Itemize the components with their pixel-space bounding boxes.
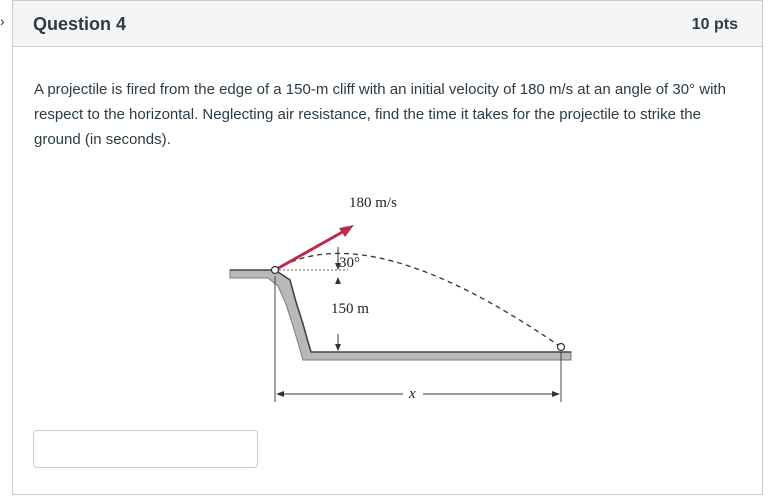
answer-input[interactable] bbox=[33, 430, 258, 468]
angle-label: 30° bbox=[339, 255, 360, 271]
landing-point bbox=[558, 344, 565, 351]
projectile-diagram bbox=[228, 184, 588, 409]
velocity-arrow bbox=[275, 230, 346, 270]
question-title: Question 4 bbox=[33, 14, 127, 34]
height-arrow-bottom bbox=[335, 344, 341, 351]
question-points: 10 pts bbox=[691, 16, 738, 33]
cliff-ground bbox=[230, 270, 571, 360]
launch-point bbox=[272, 267, 279, 274]
question-text: A projectile is fired from the edge of a 150-m cliff with an initial velocity of 180 m/s at an angle of 30° with respect to the horizontal. Neglecting air resistance, find the time it takes for the projectile to strike the ground (in seconds). bbox=[34, 81, 726, 148]
question-header bbox=[13, 1, 762, 47]
distance-arrow-right bbox=[552, 391, 560, 397]
height-arrow-down-top bbox=[335, 277, 341, 284]
distance-label: x bbox=[409, 386, 416, 402]
chevron-right-icon[interactable]: › bbox=[0, 13, 5, 29]
velocity-arrowhead bbox=[339, 225, 354, 237]
question-card bbox=[12, 0, 763, 495]
height-label: 150 m bbox=[331, 301, 369, 317]
velocity-label: 180 m/s bbox=[349, 195, 397, 211]
trajectory-path bbox=[275, 253, 561, 347]
distance-arrow-left bbox=[276, 391, 284, 397]
